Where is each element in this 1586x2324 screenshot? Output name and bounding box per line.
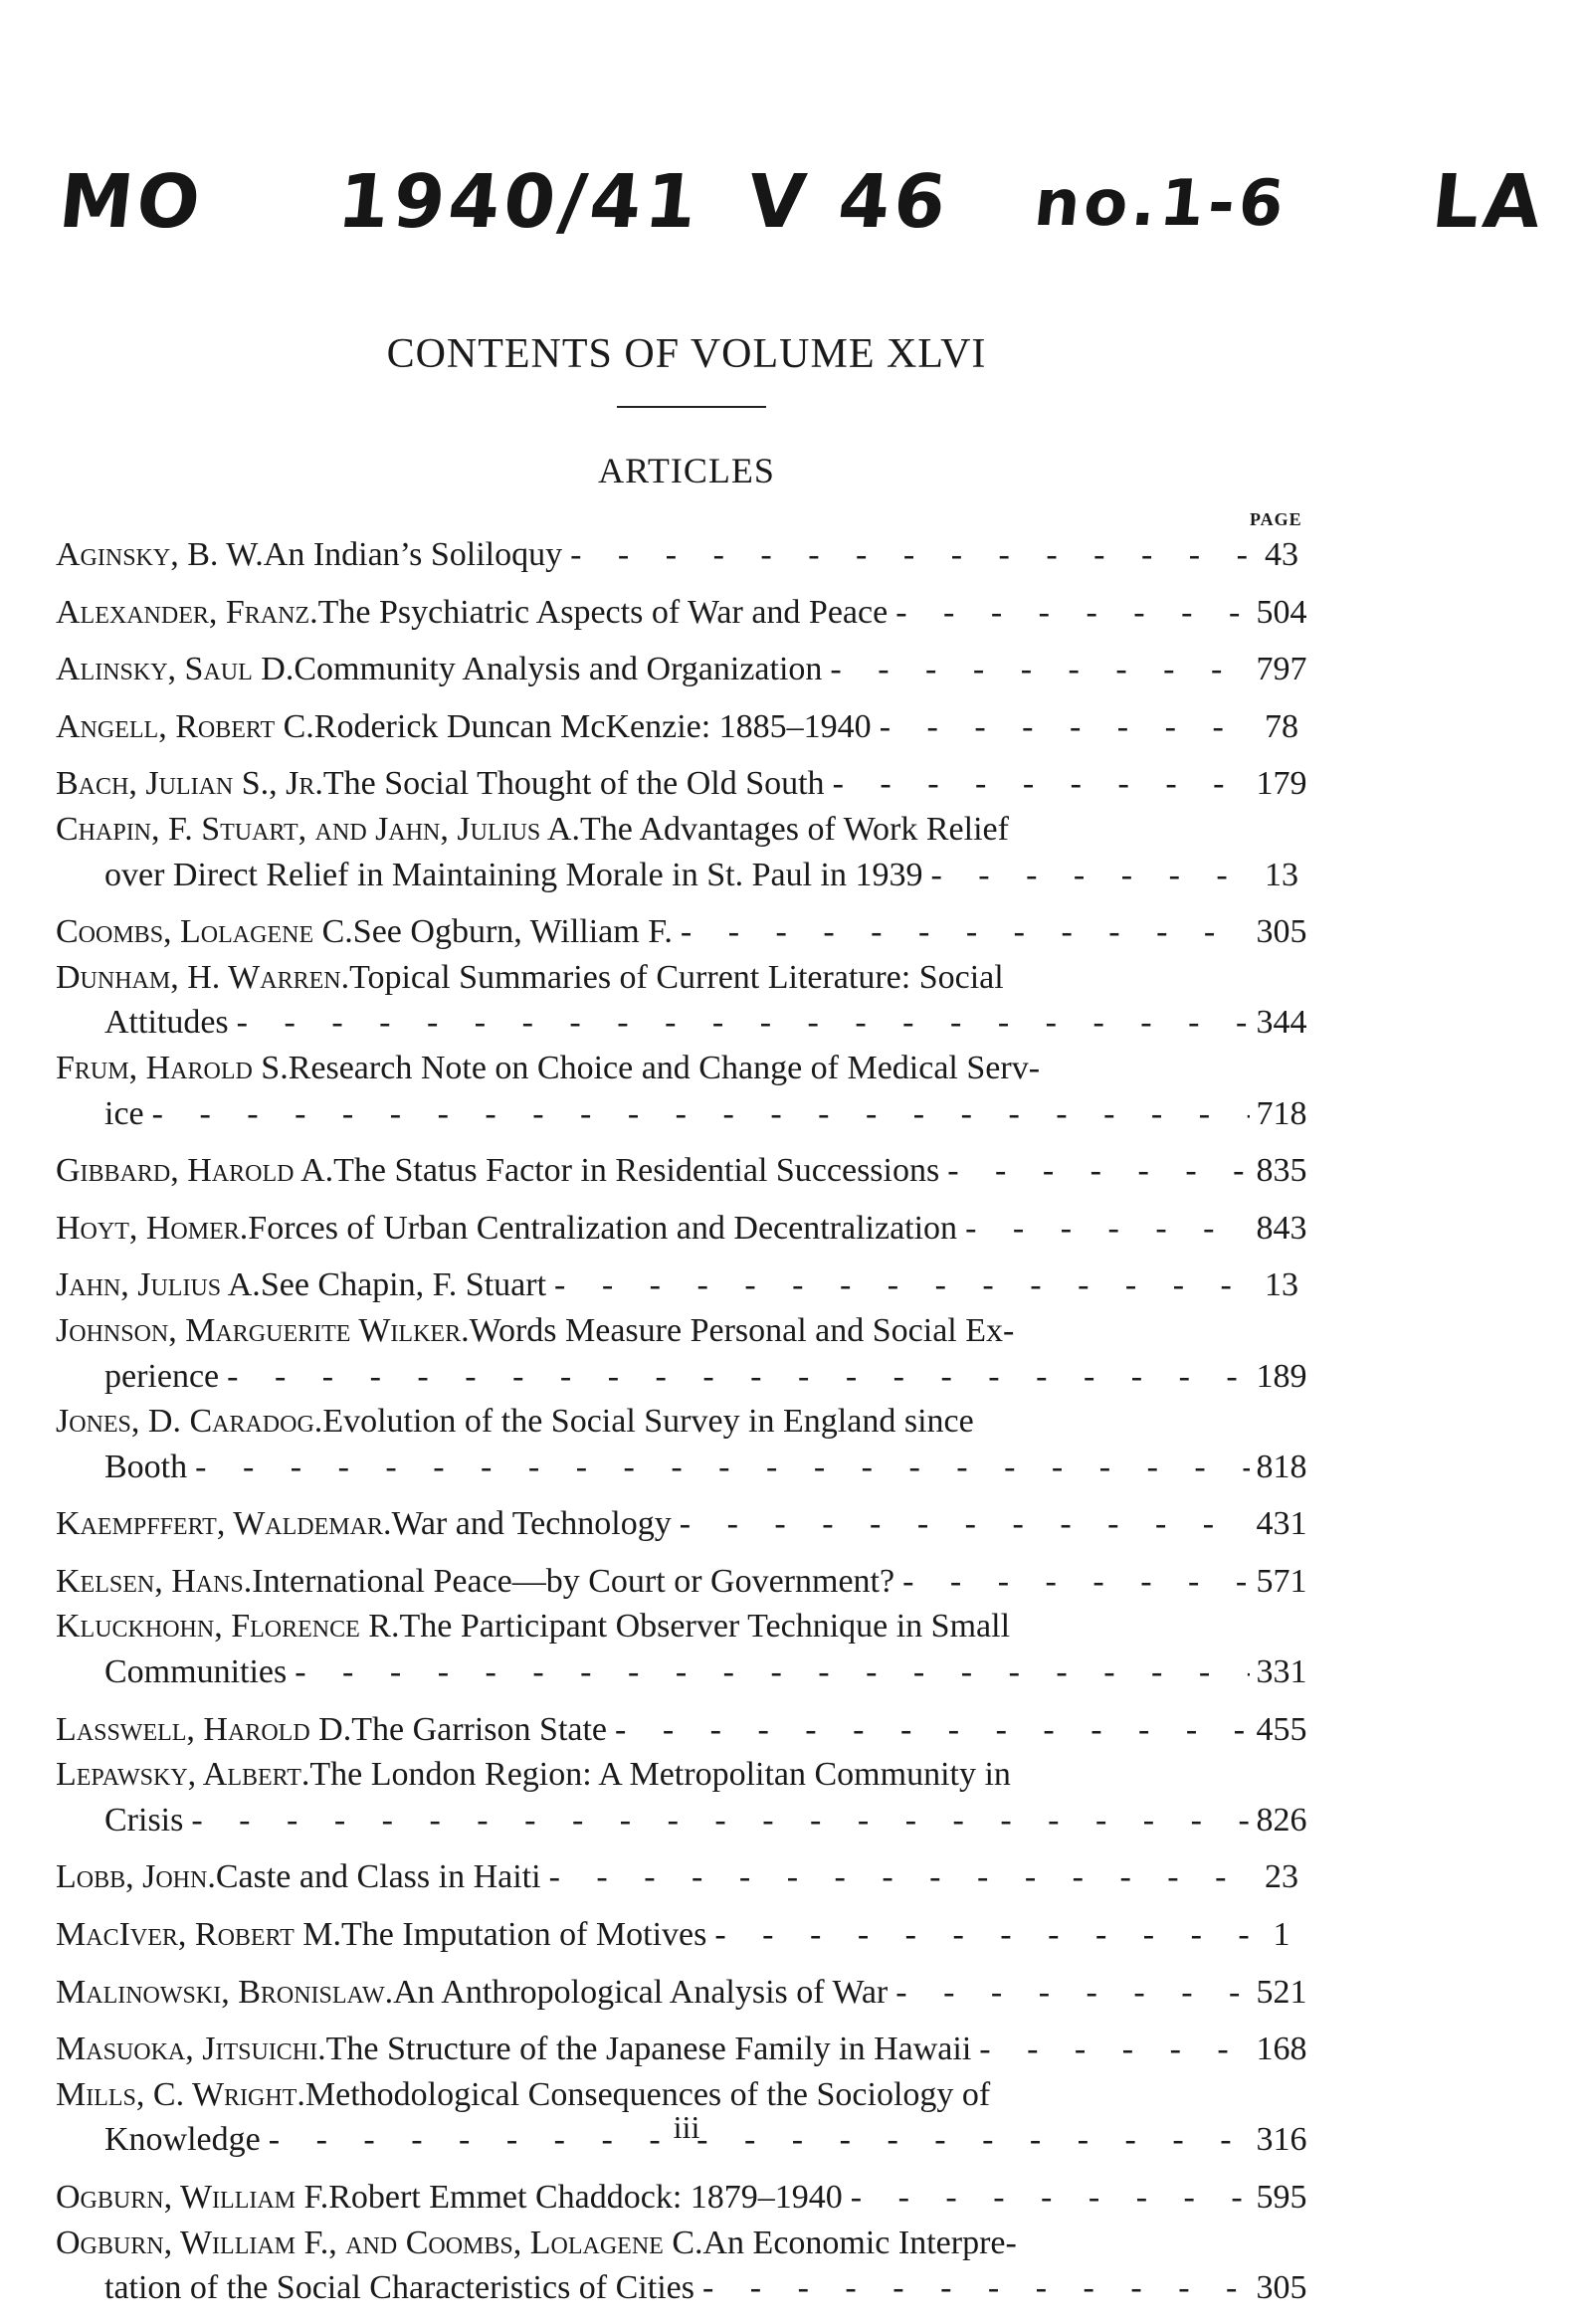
- entry-title: Methodological Consequences of the Sociology of: [304, 2075, 991, 2113]
- toc-entry-continuation: [56, 853, 1250, 898]
- toc-entry: [56, 1308, 1313, 1399]
- toc-entry-line: [56, 2027, 1250, 2072]
- toc-entry: [56, 2221, 1313, 2311]
- toc-entry-text: [56, 2221, 1250, 2311]
- entry-title: The Imputation of Motives: [341, 1916, 707, 1954]
- entry-author: MacIver, Robert M.: [56, 1916, 342, 1954]
- section-heading: ARTICLES: [598, 451, 775, 490]
- entry-page-number: 78: [1265, 707, 1298, 745]
- entry-title: Evolution of the Social Survey in England since: [322, 1403, 974, 1441]
- entry-title: The Advantages of Work Relief: [579, 810, 1009, 848]
- entry-author: Hoyt, Homer.: [56, 1209, 249, 1247]
- toc-entry: [56, 955, 1313, 1046]
- entry-title: The London Region: A Metropolitan Community in: [309, 1756, 1011, 1794]
- entry-title: The Status Factor in Residential Successions: [333, 1152, 940, 1190]
- entry-author: Jones, D. Caradog.: [56, 1403, 323, 1441]
- entry-title: Attitudes: [104, 1004, 229, 1042]
- toc-entry-text: [56, 590, 1250, 636]
- toc-entry-line: [56, 1604, 1250, 1649]
- entry-title: See Chapin, F. Stuart: [260, 1266, 547, 1304]
- entry-title: Roderick Duncan McKenzie: 1885–1940: [313, 707, 872, 745]
- toc-entry: [56, 1900, 1313, 1958]
- toc-entry: [56, 635, 1313, 692]
- dot-leader: [546, 1262, 1250, 1308]
- toc-entry-continuation: [56, 1445, 1250, 1490]
- entry-author: Aginsky, B. W.: [56, 536, 264, 573]
- entry-title: over Direct Relief in Maintaining Morale in St. Paul in 1939: [104, 856, 923, 893]
- entry-title: tation of the Social Characteristics of Cities: [104, 2269, 694, 2307]
- handwritten-note: 1940/41: [333, 159, 705, 245]
- toc-entry-line: [56, 909, 1250, 955]
- dot-leader: [822, 647, 1250, 692]
- entry-title: Caste and Class in Haiti: [215, 1858, 541, 1896]
- toc-entry-continuation: [56, 1000, 1250, 1046]
- toc-entry-text: [56, 704, 1250, 750]
- entry-page-number: 43: [1265, 536, 1298, 573]
- entry-author: Alinsky, Saul D.: [56, 651, 295, 688]
- entry-page-number: 521: [1256, 1973, 1307, 2011]
- toc-entry: [56, 1251, 1313, 1308]
- entry-title: perience: [104, 1357, 220, 1395]
- entry-page-number: 455: [1256, 1710, 1307, 1748]
- handwritten-note: LA: [1428, 159, 1549, 245]
- toc-entry: [56, 520, 1313, 578]
- toc-entry: [56, 1489, 1313, 1547]
- entry-author: Johnson, Marguerite Wilker.: [56, 1311, 470, 1349]
- toc-entry-text: [56, 1399, 1250, 1489]
- entry-title: Booth: [104, 1448, 188, 1485]
- toc-entry-line: [56, 761, 1250, 807]
- entry-title: The Social Thought of the Old South: [322, 765, 825, 803]
- dot-leader: [187, 1445, 1250, 1490]
- toc-entry-line: [56, 2221, 1250, 2266]
- toc-entry-text: [56, 1308, 1250, 1399]
- toc-entry: [56, 692, 1313, 750]
- entry-title: ice: [104, 1094, 144, 1132]
- entry-author: Alexander, Franz.: [56, 593, 318, 631]
- dot-leader: [825, 761, 1250, 807]
- entry-author: Bach, Julian S., Jr.: [56, 765, 323, 803]
- dot-leader: [673, 909, 1250, 955]
- toc-entry-text: [56, 1912, 1250, 1958]
- entry-page-number: 835: [1256, 1152, 1307, 1190]
- table-of-contents: [56, 520, 1313, 2311]
- dot-leader: [607, 1707, 1250, 1753]
- toc-entry-text: [56, 2175, 1250, 2221]
- entry-author: Frum, Harold S.: [56, 1049, 289, 1086]
- toc-entry-line: [56, 1262, 1250, 1308]
- entry-page-number: 1: [1273, 1916, 1290, 1954]
- entry-title: Words Measure Personal and Social Ex-: [469, 1311, 1015, 1349]
- dot-leader: [957, 1206, 1250, 1252]
- toc-entry-text: [56, 1707, 1250, 1753]
- toc-entry: [56, 2163, 1313, 2221]
- toc-entry-line: [56, 1752, 1250, 1798]
- toc-entry-continuation: [56, 1649, 1250, 1695]
- toc-entry-text: [56, 647, 1250, 692]
- toc-entry-line: [56, 1046, 1250, 1091]
- dot-leader: [183, 1798, 1250, 1843]
- entry-page-number: 431: [1256, 1505, 1307, 1543]
- toc-entry: [56, 1958, 1313, 2016]
- entry-page-number: 305: [1256, 2269, 1307, 2307]
- entry-author: Lasswell, Harold D.: [56, 1710, 352, 1748]
- entry-title: The Structure of the Japanese Family in Hawaii: [325, 2031, 972, 2068]
- handwritten-note: no.1-6: [1031, 167, 1291, 241]
- toc-entry: [56, 1604, 1313, 1694]
- toc-entry-line: [56, 955, 1250, 1001]
- entry-author: Ogburn, William F.: [56, 2179, 329, 2216]
- entry-page-number: 571: [1256, 1562, 1307, 1600]
- toc-entry-text: [56, 1046, 1250, 1136]
- toc-entry-line: [56, 807, 1250, 853]
- entry-page-number: 316: [1256, 2121, 1307, 2159]
- entry-author: Malinowski, Bronislaw.: [56, 1973, 394, 2011]
- entry-title: Community Analysis and Organization: [294, 651, 823, 688]
- toc-entry: [56, 1547, 1313, 1605]
- toc-entry-continuation: [56, 1091, 1250, 1137]
- dot-leader: [694, 2265, 1250, 2311]
- entry-author: Angell, Robert C.: [56, 707, 314, 745]
- toc-entry-continuation: [56, 1354, 1250, 1400]
- toc-entry-continuation: [56, 2265, 1250, 2311]
- handwritten-note: MO: [55, 159, 209, 245]
- entry-title: See Ogburn, William F.: [352, 913, 673, 951]
- handwritten-call-number: [0, 149, 1586, 269]
- entry-title: The Participant Observer Technique in Small: [399, 1608, 1011, 1646]
- toc-entry-text: [56, 2027, 1250, 2072]
- entry-author: Lepawsky, Albert.: [56, 1756, 310, 1794]
- entry-page-number: 179: [1256, 765, 1307, 803]
- entry-title: Robert Emmet Chaddock: 1879–1940: [328, 2179, 843, 2216]
- entry-author: Lobb, John.: [56, 1858, 216, 1896]
- dot-leader: [144, 1091, 1250, 1137]
- entry-title: Research Note on Choice and Change of Medical Serv-: [288, 1049, 1041, 1086]
- entry-author: Dunham, H. Warren.: [56, 958, 350, 996]
- entry-page-number: 826: [1256, 1801, 1307, 1839]
- entry-page-number: 843: [1256, 1209, 1307, 1247]
- toc-entry-line: [56, 704, 1250, 750]
- entry-page-number: 13: [1265, 1266, 1298, 1304]
- toc-entry-line: [56, 1559, 1250, 1605]
- dot-leader: [706, 1912, 1250, 1958]
- entry-author: Chapin, F. Stuart, and Jahn, Julius A.: [56, 810, 580, 848]
- toc-entry: [56, 897, 1313, 955]
- dot-leader: [562, 532, 1250, 578]
- entry-page-number: 818: [1256, 1448, 1307, 1485]
- toc-entry-text: [56, 807, 1250, 897]
- toc-entry: [56, 1046, 1313, 1136]
- toc-entry-line: [56, 1399, 1250, 1445]
- entry-title: Knowledge: [104, 2121, 261, 2159]
- entry-page-number: 504: [1256, 593, 1307, 631]
- toc-entry-line: [56, 590, 1250, 636]
- toc-entry: [56, 578, 1313, 636]
- dot-leader: [939, 1148, 1250, 1194]
- toc-entry: [56, 1399, 1313, 1489]
- entry-page-number: 797: [1256, 651, 1307, 688]
- toc-entry-text: [56, 532, 1250, 578]
- toc-entry-line: [56, 1970, 1250, 2016]
- entry-page-number: 23: [1265, 1858, 1298, 1896]
- dot-leader: [872, 704, 1250, 750]
- toc-entry-line: [56, 1148, 1250, 1194]
- entry-title: An Indian’s Soliloquy: [263, 536, 563, 573]
- toc-entry-text: [56, 1501, 1250, 1547]
- toc-entry: [56, 1194, 1313, 1252]
- entry-author: Gibbard, Harold A.: [56, 1152, 334, 1190]
- entry-title: International Peace—by Court or Government?: [252, 1562, 895, 1600]
- toc-entry-continuation: [56, 1798, 1250, 1843]
- entry-title: Crisis: [104, 1801, 184, 1839]
- toc-entry: [56, 1842, 1313, 1900]
- toc-entry-line: [56, 532, 1250, 578]
- entry-author: Kluckhohn, Florence R.: [56, 1608, 400, 1646]
- entry-title: The Garrison State: [351, 1710, 608, 1748]
- handwritten-note: V 46: [743, 159, 954, 245]
- dot-leader: [888, 590, 1250, 636]
- entry-title: Topical Summaries of Current Literature: Social: [349, 958, 1004, 996]
- entry-page-number: 595: [1256, 2179, 1307, 2216]
- entry-title: An Anthropological Analysis of War: [393, 1973, 889, 2011]
- toc-entry-line: [56, 1308, 1250, 1354]
- entry-title: The Psychiatric Aspects of War and Peace: [317, 593, 889, 631]
- title-divider: [617, 406, 766, 408]
- dot-leader: [894, 1559, 1250, 1605]
- toc-entry-line: [56, 1501, 1250, 1547]
- toc-entry: [56, 1752, 1313, 1842]
- toc-entry-line: [56, 1854, 1250, 1900]
- entry-author: Kaempffert, Waldemar.: [56, 1505, 392, 1543]
- dot-leader: [843, 2175, 1250, 2221]
- entry-author: Kelsen, Hans.: [56, 1562, 253, 1600]
- dot-leader: [672, 1501, 1250, 1547]
- entry-title: An Economic Interpre-: [702, 2224, 1017, 2261]
- toc-entry-text: [56, 909, 1250, 955]
- toc-entry-line: [56, 1707, 1250, 1753]
- dot-leader: [888, 1970, 1250, 2016]
- toc-entry-text: [56, 1970, 1250, 2016]
- toc-entry: [56, 2015, 1313, 2072]
- dot-leader: [971, 2027, 1250, 2072]
- dot-leader: [287, 1649, 1250, 1695]
- page-number: iii: [673, 2109, 700, 2145]
- entry-page-number: 305: [1256, 913, 1307, 951]
- dot-leader: [229, 1000, 1250, 1046]
- toc-entry-text: [56, 1854, 1250, 1900]
- toc-entry: [56, 1136, 1313, 1194]
- toc-entry: [56, 1695, 1313, 1753]
- toc-entry-text: [56, 955, 1250, 1046]
- entry-author: Coombs, Lolagene C.: [56, 913, 353, 951]
- entry-author: Jahn, Julius A.: [56, 1266, 261, 1304]
- entry-page-number: 13: [1265, 856, 1298, 893]
- entry-page-number: 189: [1256, 1357, 1307, 1395]
- toc-entry-text: [56, 1206, 1250, 1252]
- entry-author: Ogburn, William F., and Coombs, Lolagene C.: [56, 2224, 703, 2261]
- entry-page-number: 331: [1256, 1653, 1307, 1691]
- toc-entry-text: [56, 761, 1250, 807]
- entry-title: Forces of Urban Centralization and Decentralization: [248, 1209, 958, 1247]
- toc-entry-text: [56, 1559, 1250, 1605]
- toc-entry: [56, 807, 1313, 897]
- dot-leader: [219, 1354, 1250, 1400]
- entry-page-number: 718: [1256, 1094, 1307, 1132]
- dot-leader: [541, 1854, 1250, 1900]
- entry-title: Communities: [104, 1653, 288, 1691]
- toc-entry-line: [56, 2175, 1250, 2221]
- dot-leader: [922, 853, 1250, 898]
- toc-entry-text: [56, 1604, 1250, 1694]
- entry-author: Mills, C. Wright.: [56, 2075, 305, 2113]
- toc-entry-line: [56, 647, 1250, 692]
- toc-entry-text: [56, 1148, 1250, 1194]
- toc-entry-line: [56, 1912, 1250, 1958]
- entry-author: Masuoka, Jitsuichi.: [56, 2031, 326, 2068]
- entry-title: War and Technology: [391, 1505, 672, 1543]
- page-column-label: PAGE: [1250, 509, 1302, 529]
- toc-entry: [56, 749, 1313, 807]
- page-title: CONTENTS OF VOLUME XLVI: [386, 331, 987, 377]
- toc-entry-line: [56, 1206, 1250, 1252]
- toc-entry-text: [56, 1262, 1250, 1308]
- entry-page-number: 344: [1256, 1004, 1307, 1042]
- toc-entry-text: [56, 1752, 1250, 1842]
- entry-page-number: 168: [1256, 2031, 1307, 2068]
